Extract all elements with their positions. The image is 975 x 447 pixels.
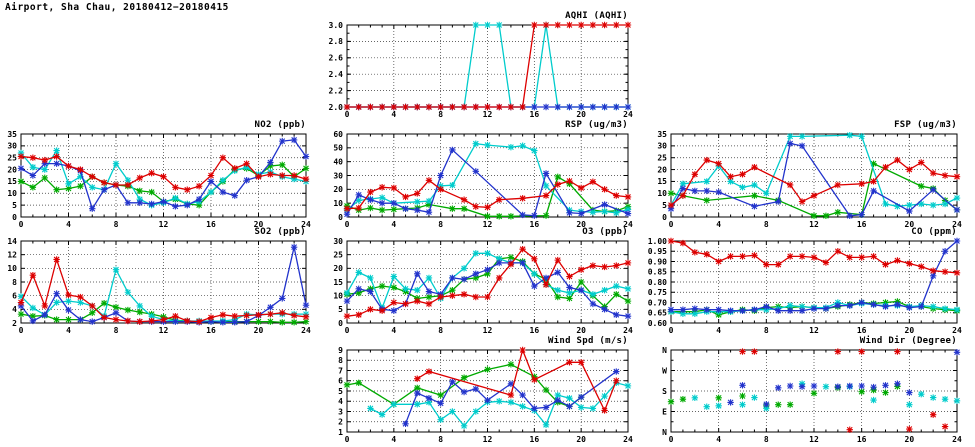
- svg-text:25: 25: [657, 153, 667, 163]
- svg-text:2.6: 2.6: [328, 53, 343, 63]
- svg-text:10: 10: [7, 189, 17, 199]
- so2-plot: [0, 225, 322, 339]
- svg-text:0.75: 0.75: [647, 288, 667, 298]
- svg-text:16: 16: [856, 435, 867, 444]
- chart-no2: [7, 120, 311, 229]
- svg-text:4: 4: [391, 110, 397, 119]
- svg-text:12: 12: [158, 326, 169, 335]
- svg-text:50: 50: [333, 143, 343, 153]
- svg-text:24: 24: [952, 435, 962, 444]
- svg-text:20: 20: [657, 165, 667, 175]
- svg-text:N: N: [662, 345, 667, 355]
- svg-text:24: 24: [623, 110, 633, 119]
- svg-text:2: 2: [338, 417, 343, 427]
- svg-text:5: 5: [338, 305, 343, 315]
- svg-text:16: 16: [529, 220, 540, 229]
- svg-text:8: 8: [763, 326, 769, 335]
- svg-text:24: 24: [623, 326, 633, 335]
- page-title: Airport, Sha Chau, 20180412−20180415: [5, 2, 229, 13]
- svg-text:4: 4: [391, 435, 397, 444]
- svg-text:20: 20: [253, 220, 264, 229]
- chart-title-wind-direction: Wind Dir (Degree): [859, 336, 957, 346]
- svg-text:8: 8: [113, 220, 119, 229]
- svg-text:2.0: 2.0: [328, 102, 343, 112]
- svg-text:6: 6: [338, 376, 343, 386]
- svg-text:20: 20: [576, 220, 586, 229]
- svg-text:20: 20: [904, 435, 915, 444]
- svg-text:4: 4: [338, 397, 343, 407]
- svg-text:0: 0: [12, 212, 17, 222]
- svg-text:60: 60: [333, 129, 343, 139]
- svg-text:30: 30: [333, 236, 343, 246]
- svg-text:8: 8: [438, 110, 444, 119]
- svg-text:35: 35: [7, 129, 17, 139]
- svg-text:15: 15: [333, 277, 343, 287]
- svg-text:20: 20: [904, 220, 915, 229]
- svg-text:24: 24: [623, 220, 633, 229]
- chart-wind-direction: [662, 336, 962, 444]
- svg-text:30: 30: [333, 171, 343, 181]
- svg-text:12: 12: [482, 326, 493, 335]
- svg-text:0.85: 0.85: [647, 267, 667, 277]
- chart-title-aqhi: AQHI (AQHI): [565, 11, 628, 21]
- svg-text:16: 16: [206, 220, 216, 229]
- svg-text:0: 0: [18, 326, 24, 335]
- svg-text:16: 16: [529, 326, 540, 335]
- chart-title-fsp: FSP (ug/m3): [894, 120, 957, 130]
- svg-text:16: 16: [856, 326, 867, 335]
- svg-text:14: 14: [7, 236, 17, 246]
- svg-text:4: 4: [66, 220, 71, 229]
- aqhi-plot: [301, 9, 644, 123]
- svg-text:20: 20: [7, 165, 17, 175]
- svg-text:E: E: [662, 407, 667, 417]
- svg-text:40: 40: [333, 157, 343, 167]
- chart-aqhi: [328, 11, 633, 119]
- wdir-plot: [625, 334, 973, 447]
- chart-rsp: [333, 120, 633, 229]
- svg-text:12: 12: [482, 435, 493, 444]
- chart-o3: [333, 227, 633, 335]
- svg-text:0.90: 0.90: [647, 257, 667, 267]
- svg-text:30: 30: [7, 141, 17, 151]
- svg-text:0.60: 0.60: [647, 318, 667, 328]
- svg-text:10: 10: [333, 291, 343, 301]
- svg-text:8: 8: [12, 277, 17, 287]
- svg-text:0.65: 0.65: [647, 308, 667, 318]
- svg-text:10: 10: [657, 189, 667, 199]
- fsp-plot: [625, 118, 973, 233]
- chart-title-wind-speed: Wind Spd (m/s): [547, 336, 628, 346]
- svg-text:20: 20: [333, 185, 343, 195]
- chart-title-o3: O3 (ppb): [582, 227, 628, 237]
- svg-text:16: 16: [206, 326, 216, 335]
- svg-text:0: 0: [18, 220, 24, 229]
- svg-text:24: 24: [301, 220, 311, 229]
- chart-title-co: CO (ppm): [911, 227, 957, 237]
- svg-text:1: 1: [338, 427, 343, 437]
- svg-text:8: 8: [113, 326, 119, 335]
- chart-wind-speed: [338, 336, 633, 444]
- svg-text:35: 35: [657, 129, 667, 139]
- chart-so2: [7, 227, 311, 335]
- co-plot: [625, 225, 973, 339]
- svg-text:12: 12: [482, 110, 493, 119]
- svg-text:3: 3: [338, 407, 343, 417]
- svg-text:4: 4: [391, 220, 397, 229]
- svg-text:12: 12: [482, 220, 493, 229]
- svg-text:3.0: 3.0: [328, 20, 343, 30]
- svg-text:2: 2: [12, 318, 17, 328]
- svg-text:0: 0: [668, 220, 674, 229]
- svg-text:8: 8: [438, 326, 444, 335]
- svg-text:10: 10: [333, 198, 343, 208]
- svg-text:20: 20: [576, 435, 586, 444]
- svg-text:4: 4: [716, 435, 722, 444]
- svg-text:6: 6: [12, 291, 17, 301]
- svg-text:10: 10: [7, 264, 17, 274]
- svg-text:25: 25: [7, 153, 17, 163]
- svg-text:16: 16: [529, 435, 540, 444]
- svg-text:1.00: 1.00: [647, 236, 667, 246]
- svg-text:4: 4: [391, 326, 397, 335]
- svg-text:7: 7: [338, 366, 343, 376]
- svg-text:S: S: [662, 386, 667, 396]
- svg-text:5: 5: [12, 200, 17, 210]
- svg-text:12: 12: [809, 435, 819, 444]
- chart-co: [647, 227, 962, 335]
- svg-text:0: 0: [344, 435, 350, 444]
- rsp-plot: [301, 118, 644, 233]
- svg-text:20: 20: [576, 326, 586, 335]
- chart-title-rsp: RSP (ug/m3): [565, 120, 628, 130]
- svg-text:4: 4: [716, 326, 722, 335]
- svg-text:8: 8: [438, 435, 444, 444]
- svg-text:4: 4: [12, 305, 17, 315]
- svg-text:0: 0: [344, 110, 350, 119]
- svg-text:0: 0: [668, 435, 674, 444]
- svg-text:20: 20: [904, 326, 915, 335]
- svg-text:25: 25: [333, 250, 343, 260]
- svg-text:0: 0: [662, 212, 667, 222]
- no2-plot: [0, 118, 322, 233]
- svg-text:0: 0: [338, 318, 343, 328]
- svg-text:8: 8: [763, 435, 769, 444]
- chart-fsp: [657, 120, 962, 229]
- svg-text:12: 12: [158, 220, 169, 229]
- svg-text:5: 5: [662, 200, 667, 210]
- svg-text:N: N: [662, 427, 667, 437]
- svg-text:0.80: 0.80: [647, 277, 667, 287]
- svg-text:0: 0: [344, 220, 350, 229]
- svg-text:4: 4: [66, 326, 71, 335]
- svg-text:9: 9: [338, 345, 343, 355]
- svg-text:5: 5: [338, 386, 343, 396]
- svg-text:16: 16: [856, 220, 867, 229]
- svg-text:0: 0: [668, 326, 674, 335]
- svg-text:0: 0: [338, 212, 343, 222]
- svg-text:24: 24: [952, 326, 962, 335]
- svg-text:8: 8: [338, 356, 343, 366]
- chart-title-so2: SO2 (ppb): [254, 227, 306, 237]
- svg-text:24: 24: [623, 435, 633, 444]
- svg-text:2.4: 2.4: [328, 70, 343, 79]
- svg-text:24: 24: [301, 326, 311, 335]
- svg-text:20: 20: [576, 110, 586, 119]
- svg-text:16: 16: [529, 110, 540, 119]
- svg-text:20: 20: [253, 326, 264, 335]
- svg-text:12: 12: [809, 326, 819, 335]
- svg-text:20: 20: [333, 264, 343, 274]
- svg-text:4: 4: [716, 220, 722, 229]
- svg-text:8: 8: [438, 220, 444, 229]
- svg-text:8: 8: [763, 220, 769, 229]
- wspd-plot: [301, 334, 644, 447]
- svg-text:24: 24: [952, 220, 962, 229]
- chart-title-no2: NO2 (ppb): [254, 120, 306, 130]
- svg-text:15: 15: [7, 177, 17, 187]
- svg-text:30: 30: [657, 141, 667, 151]
- svg-text:12: 12: [7, 250, 17, 260]
- svg-text:0.70: 0.70: [647, 298, 667, 308]
- svg-text:0: 0: [344, 326, 350, 335]
- svg-text:2.8: 2.8: [328, 37, 343, 47]
- svg-text:15: 15: [657, 177, 667, 187]
- svg-text:0.95: 0.95: [647, 247, 667, 257]
- svg-text:W: W: [662, 366, 667, 376]
- svg-text:2.2: 2.2: [328, 86, 343, 96]
- o3-plot: [301, 225, 644, 339]
- svg-text:12: 12: [809, 220, 819, 229]
